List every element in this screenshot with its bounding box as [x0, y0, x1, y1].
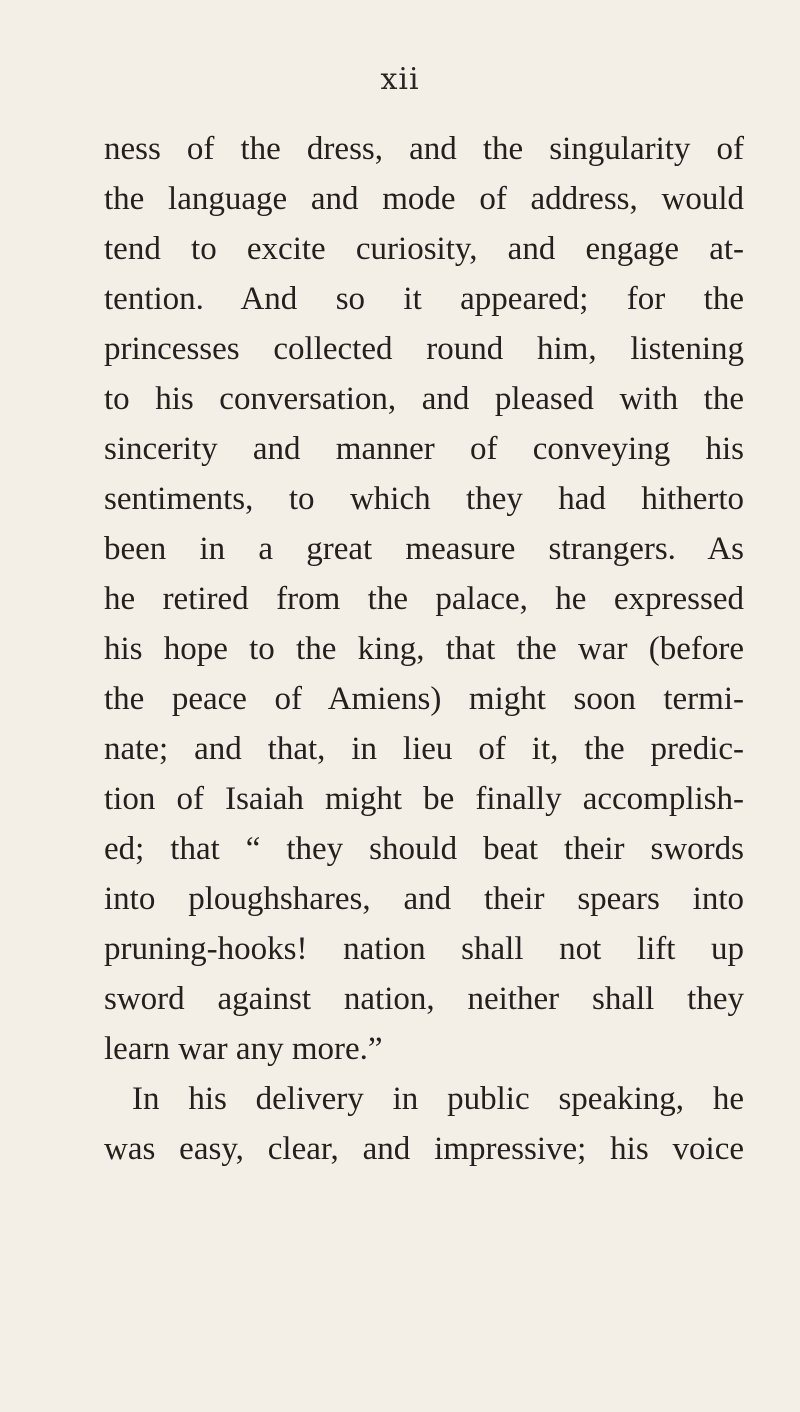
- text-line: princesses collected round him, listening: [104, 331, 744, 367]
- text-line: In his delivery in public speaking, he: [132, 1081, 744, 1117]
- text-line: into ploughshares, and their spears into: [104, 881, 744, 917]
- text-line: pruning-hooks! nation shall not lift up: [104, 931, 744, 967]
- page-number: xii: [380, 62, 420, 97]
- text-line: learn war any more.”: [104, 1031, 383, 1067]
- text-line: nate; and that, in lieu of it, the predic-: [104, 731, 744, 767]
- text-line: sentiments, to which they had hitherto: [104, 481, 744, 517]
- text-line: his hope to the king, that the war (before: [104, 631, 744, 667]
- text-line: sincerity and manner of conveying his: [104, 431, 744, 467]
- text-line: the peace of Amiens) might soon termi-: [104, 681, 744, 717]
- text-line: to his conversation, and pleased with the: [104, 381, 744, 417]
- text-line: ness of the dress, and the singularity of: [104, 131, 744, 167]
- text-line: ed; that “ they should beat their swords: [104, 831, 744, 867]
- text-line: tend to excite curiosity, and engage at-: [104, 231, 744, 267]
- text-line: tention. And so it appeared; for the: [104, 281, 744, 317]
- text-line: he retired from the palace, he expressed: [104, 581, 744, 617]
- text-line: sword against nation, neither shall they: [104, 981, 744, 1017]
- text-line: the language and mode of address, would: [104, 181, 744, 217]
- body-text: [104, 124, 744, 1174]
- text-line: tion of Isaiah might be finally accomplish-: [104, 781, 744, 817]
- text-line: been in a great measure strangers. As: [104, 531, 744, 567]
- text-line: was easy, clear, and impressive; his voice: [104, 1131, 744, 1167]
